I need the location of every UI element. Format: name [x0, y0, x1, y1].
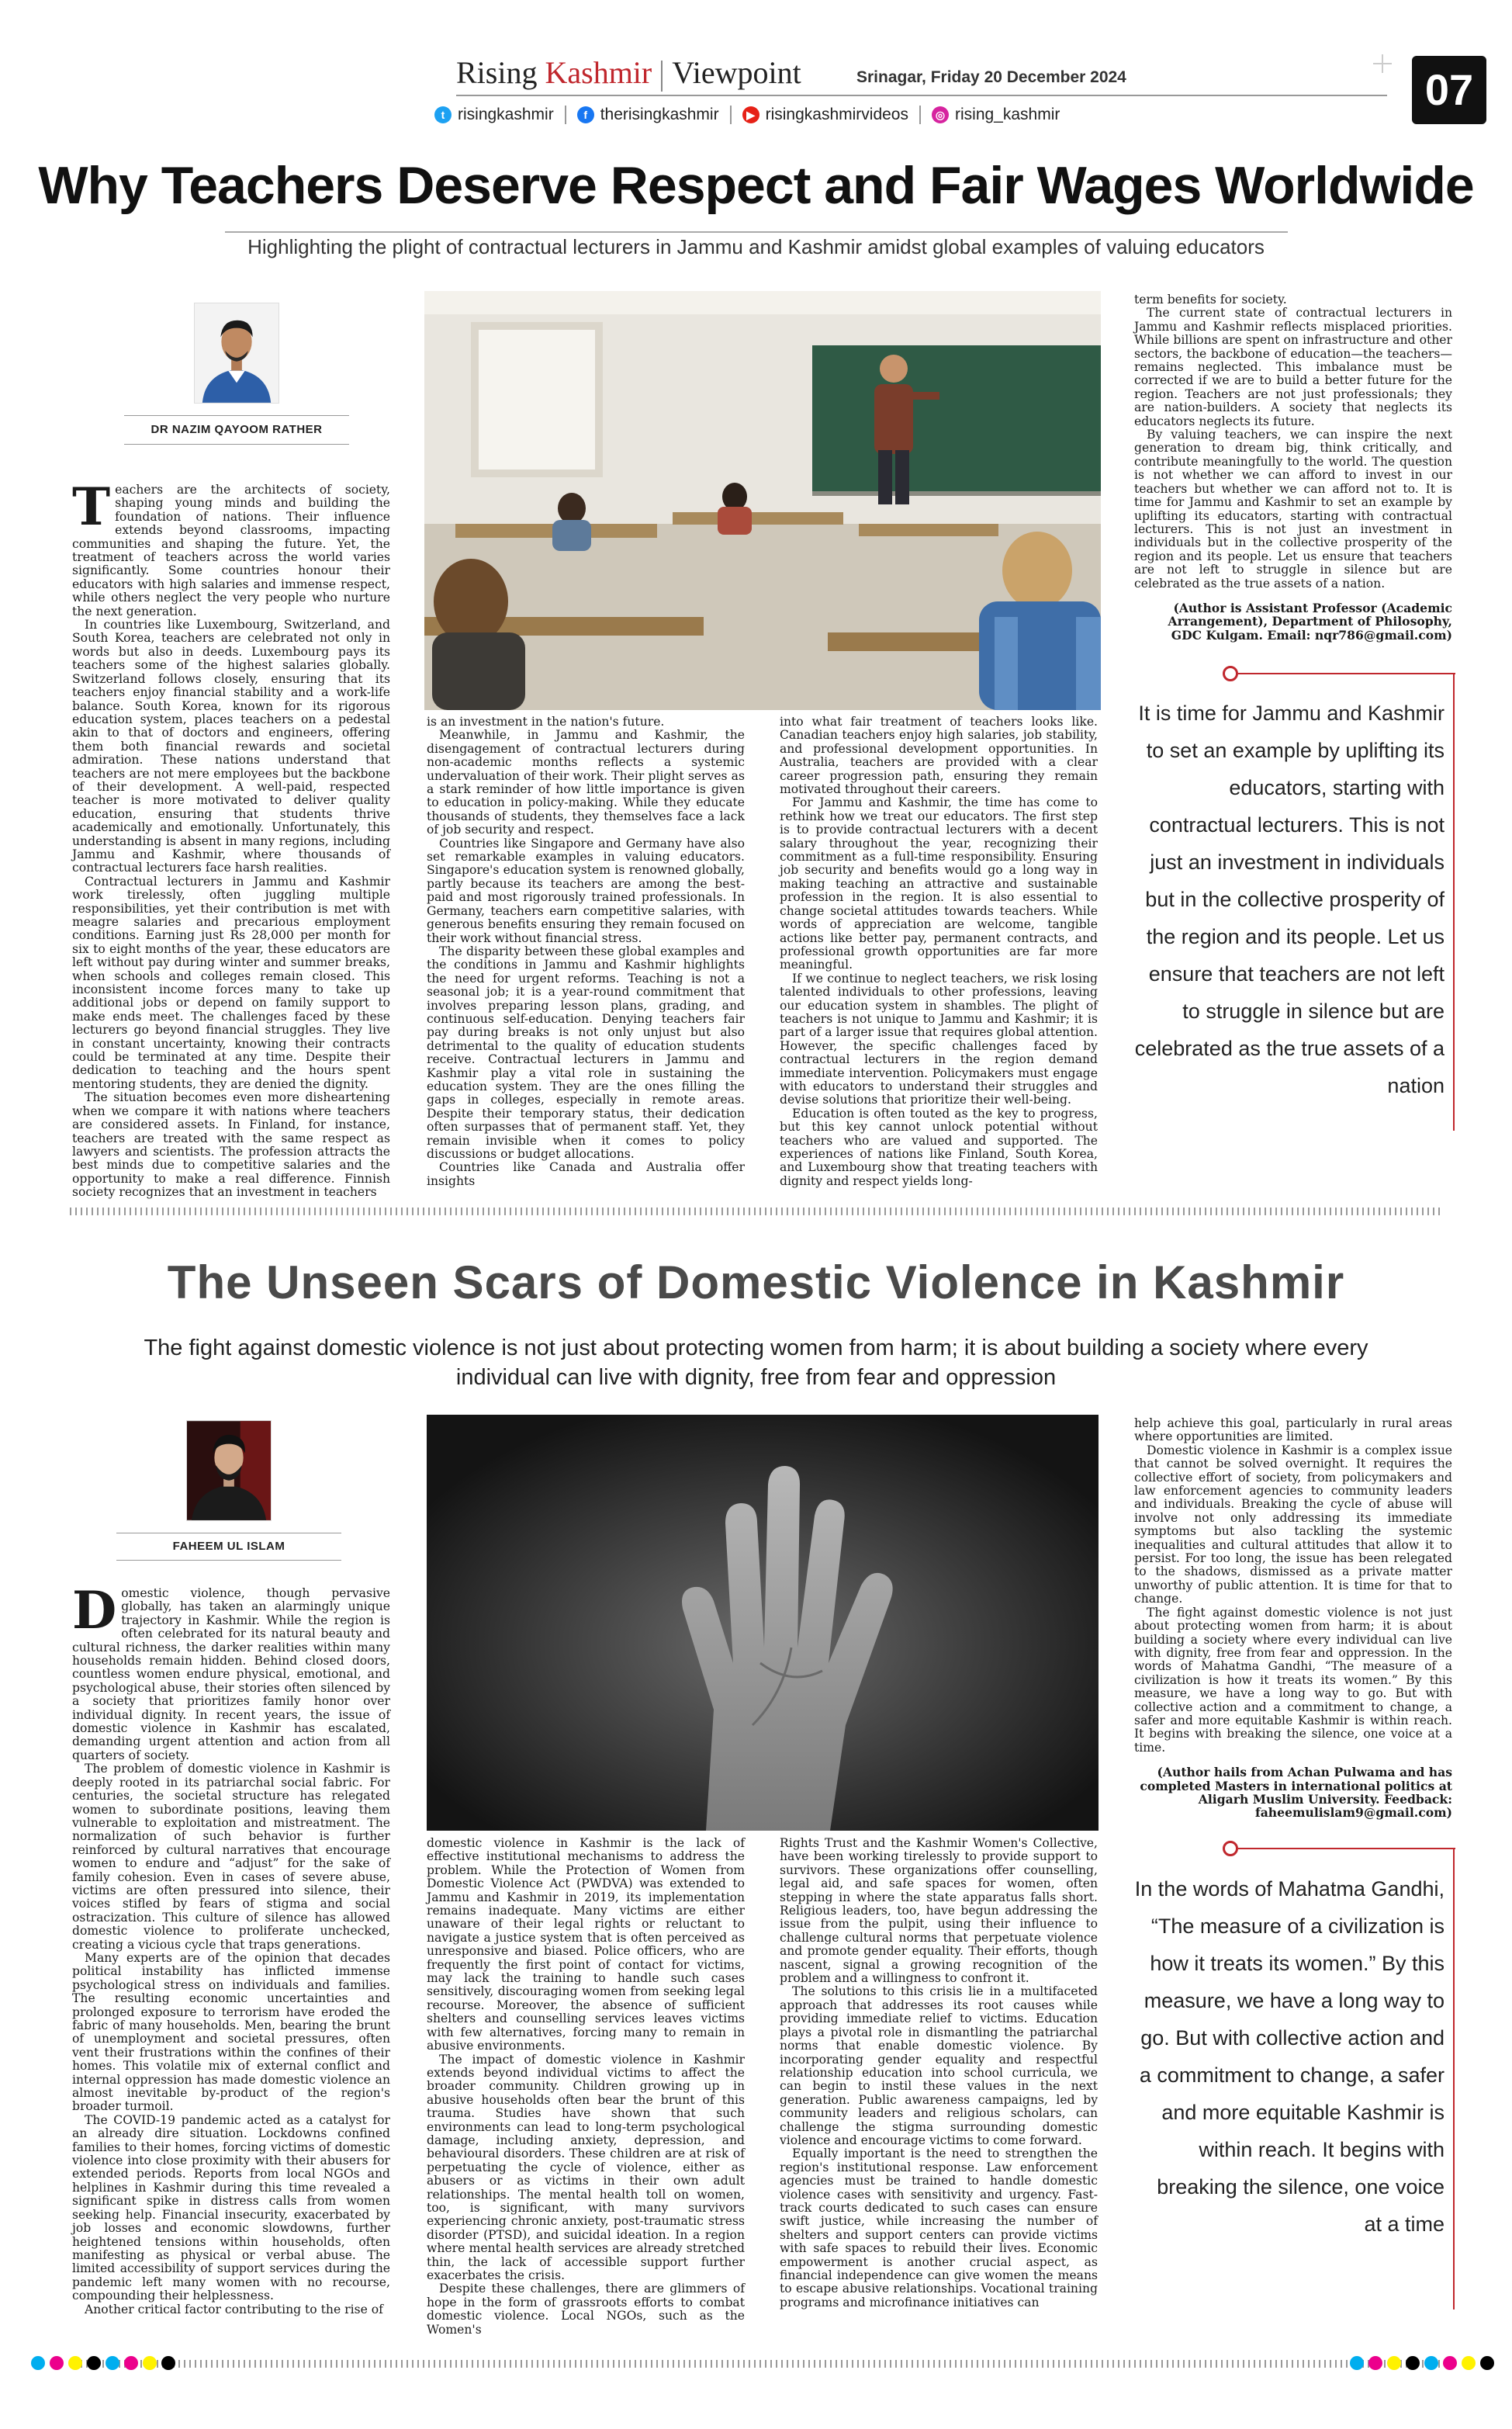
brand-divider	[661, 61, 663, 92]
registration-dot	[106, 2356, 119, 2370]
paragraph-text: Meanwhile, in Jammu and Kashmir, the disengagement of contractual lecturers during non-academic months reflects a systemic undervaluation of their work. Their plight serves as a stark reminder of how little importance is given to education in policy-making. While they educate thousands of students, they themselves face a lack of job security and respect.	[427, 728, 745, 837]
paragraph-text: Despite these challenges, there are glimmers of hope in the form of grassroots efforts to combat domestic violence. Local NGOs, such as the Women's	[427, 2282, 745, 2337]
social-link[interactable]	[577, 106, 719, 124]
paragraph	[427, 2282, 745, 2337]
paragraph-text: into what fair treatment of teachers looks like. Canadian teachers enjoy high salaries, job stability, and professional development opportunities. In Australia, teachers are provided with a clear career progression path, ensuring they remain motivated throughout their careers.	[780, 715, 1098, 797]
paragraph	[1134, 293, 1452, 307]
color-registration-left	[31, 2356, 175, 2370]
paragraph	[427, 2053, 745, 2283]
paragraph-text: Another critical factor contributing to the rise of	[85, 2302, 383, 2316]
brand-rising: Rising	[456, 55, 538, 90]
article1-col1	[72, 476, 390, 1200]
registration-dot	[31, 2356, 45, 2370]
paragraph	[780, 1837, 1098, 1985]
brand-kashmir: Kashmir	[545, 55, 652, 90]
paragraph	[780, 1107, 1098, 1188]
brand	[456, 54, 801, 92]
paragraph	[72, 1091, 390, 1199]
paragraph-text: The problem of domestic violence in Kashmir is deeply rooted in its patriarchal social fabric. For centuries, the societal structure has relegated women to subordinate positions, leaving them vulnerable to exploitation and mistreatment. The normalization of such behavior is further reinforced by cultural narratives that encourage women to endure and “adjust” for the sake of family cohesion. Even in cases of severe abuse, victims are often pressured into silence, their voices stifled by fears of stigma and social ostracization. This culture of silence has allowed domestic violence to proliferate unchecked, creating a vicious cycle that traps generations.	[72, 1762, 390, 1952]
headline-teachers: Why Teachers Deserve Respect and Fair Wages Worldwide	[38, 156, 1474, 215]
paragraph-text: The impact of domestic violence in Kashmir extends beyond individual victims to affect the broader community. Children growing up in abusive households often bear the brunt of this trauma. Studies have shown that such environments can lead to long-term psychological damage, including anxiety, depression, and behavioural disorders. These children are at risk of perpetuating the cycle of violence, either as abusers or as victims in their own adult relationships. The mental health toll on women, too, is significant, with many survivors experiencing chronic anxiety, post-traumatic stress disorder (PTSD), and suicidal ideation. In a region where mental health services are already stretched thin, the lack of accessible support further exacerbates the crisis.	[427, 2052, 745, 2282]
author-rule-top	[124, 415, 349, 416]
paragraph-text: Education is often touted as the key to progress, but this key cannot unlock potential without teachers who are valued and supported. The experiences of nations like Finland, South Korea, and Luxembourg show that treating teachers with dignity and respect yields long-	[780, 1106, 1098, 1188]
bottom-divider	[70, 2360, 1443, 2368]
paragraph	[72, 875, 390, 1092]
paragraph	[780, 796, 1098, 972]
youtube-icon: ▶	[742, 106, 759, 123]
masthead-rule	[456, 95, 1387, 96]
dropcap: D	[72, 1580, 117, 1641]
section-name: Viewpoint	[672, 55, 801, 90]
paragraph	[427, 1161, 745, 1188]
social-divider	[565, 106, 566, 124]
paragraph-text: Contractual lecturers in Jammu and Kashmir work tirelessly, often juggling multiple responsibilities, yet their contribution is met with meagre salaries and precarious employment conditions. Earning just Rs 28,000 per month for six to eight months of the year, these educators are left without pay during winter and summer breaks, when schools and colleges remain closed. This inconsistent income forces many to take up additional jobs or depend on family support to make ends meet. The challenges faced by these lecturers go beyond financial struggles. They live in constant uncertainty, knowing their contracts could be terminated at any time. Despite their dedication to teaching and the hours spent mentoring students, they are denied the dignity.	[72, 874, 390, 1091]
deck-domestic-violence: The fight against domestic violence is not just about protecting women from harm; it is about building a society where every individual can live with dignity, free from fear and oppression	[144, 1336, 1368, 1390]
paragraph	[1134, 428, 1452, 591]
social-link[interactable]	[434, 106, 554, 124]
instagram-icon: ◎	[932, 106, 949, 123]
paragraph-text: The COVID-19 pandemic acted as a catalyst for an already dire situation. Lockdowns confined families to their homes, forcing victims of domestic violence into close proximity with their abusers for extended periods. Reports from local NGOs and helplines in Kashmir during this time revealed a significant spike in distress calls from women seeking help. Financial insecurity, exacerbated by job losses and economic slowdowns, further heightened tensions within households, often manifesting as physical or verbal abuse. The limited accessibility of support services during the pandemic left many women with no recourse, compounding their helplessness.	[72, 2112, 390, 2303]
paragraph-text: help achieve this goal, particularly in rural areas where opportunities are limited.	[1134, 1416, 1452, 1444]
registration-dot	[68, 2356, 82, 2370]
paragraph	[72, 619, 390, 875]
paragraph	[427, 1837, 745, 2053]
social-handle: risingkashmirvideos	[765, 106, 908, 123]
paragraph	[427, 729, 745, 837]
paragraph	[72, 476, 390, 619]
headline-rule	[225, 231, 1288, 233]
paragraph-text: The disparity between these global examples and the conditions in Jammu and Kashmir highlights the need for urgent reforms. Teaching is not a seasonal job; it is a year-round commitment that involves preparing lesson plans, grading, and continuous self-education. Denying teachers fair pay during breaks is not only unjust but also detrimental to the quality of education students receive. Contractual lecturers in Jammu and Kashmir play a vital role in sustaining the education system. They are the ones filling the gaps in colleges, especially in remote areas. Despite their temporary status, their dedication often surpasses that of permanent staff. Yet, they remain invisible when it comes to policy discussions or budget allocations.	[427, 944, 745, 1161]
author-tagline: (Author hails from Achan Pulwama and has completed Masters in international politics at Aligarh Muslim University. Feedback: faheemulislam9@gmail.com)	[1140, 1765, 1452, 1821]
registration-dot	[1480, 2356, 1494, 2370]
paragraph	[780, 716, 1098, 796]
article2-col2	[427, 1837, 745, 2344]
paragraph	[1134, 1606, 1452, 1755]
registration-dot	[1424, 2356, 1438, 2370]
registration-dot	[1387, 2356, 1401, 2370]
pullquote-rule	[1238, 673, 1455, 674]
social-link[interactable]	[932, 106, 1060, 124]
author-name: DR NAZIM QAYOOM RATHER	[151, 423, 323, 436]
paragraph	[72, 2114, 390, 2303]
paragraph-text: domestic violence in Kashmir is the lack of effective institutional mechanisms to address the problem. While the Protection of Women from Domestic Violence Act (PWDVA) was extended to Jammu and Kashmir in 2019, its implementation remains inadequate. Many victims are either unaware of their legal rights or reluctant to navigate a justice system that is often perceived as unresponsive and biased. Police officers, who are frequently the first point of contact for victims, may lack the training to handle such cases sensitively, discouraging women from seeking legal recourse. Moreover, the absence of sufficient shelters and counselling services leaves victims with few alternatives, forcing many to remain in abusive environments.	[427, 1836, 745, 2053]
paragraph	[72, 1580, 390, 1762]
registration-dot	[87, 2356, 101, 2370]
social-divider	[730, 106, 732, 124]
classroom-photo	[424, 291, 1101, 710]
pullquote2-rule	[1238, 1848, 1455, 1849]
article2-col4	[1134, 1417, 1452, 1828]
paragraph-text: term benefits for society.	[1134, 293, 1287, 307]
paragraph-text: The situation becomes even more disheartening when we compare it with nations where teachers are considered assets. In Finland, for instance, teachers are treated with the same respect as lawyers and scientists. The profession attracts the best minds due to competitive salaries and the opportunity to make a real difference. Finnish society recognizes that an investment in teachers	[72, 1090, 390, 1200]
paragraph-text: By valuing teachers, we can inspire the next generation to dream big, think critically, and contribute meaningfully to the world. The question is not whether we can afford to invest in our teachers but whether we can afford not to. It is time for Jammu and Kashmir to set an example by uplifting its educators, starting with contractual lecturers. This is not just an investment in individuals but in the collective prosperity of the region and its people. Let us ensure that teachers are not left to struggle in silence but are celebrated as the true assets of a nation.	[1134, 428, 1452, 591]
paragraph-text: Many experts are of the opinion that decades political instability has inflicted immense psychological stress on individuals and families. The resulting economic uncertainties and prolonged exposure to terrorism have eroded the fabric of many households. Men, bearing the brunt of unemployment and societal pressures, often vent their frustrations within the confines of their homes. This volatile mix of external conflict and internal oppression has made domestic violence an almost inevitable by-product of the region's broader turmoil.	[72, 1950, 390, 2114]
registration-dot	[1443, 2356, 1457, 2370]
article1-col4	[1134, 293, 1452, 643]
article2-col1	[72, 1580, 390, 2344]
paragraph	[1134, 1444, 1452, 1606]
paragraph	[1134, 1417, 1452, 1444]
paragraph	[780, 1985, 1098, 2147]
author2-name: FAHEEM UL ISLAM	[172, 1540, 285, 1553]
social-bar	[434, 101, 1060, 129]
registration-dot	[1462, 2356, 1476, 2370]
page-number: 07	[1412, 56, 1486, 124]
pullquote2-rule-vertical	[1453, 1848, 1455, 2309]
paragraph-text: Domestic violence in Kashmir is a complex issue that cannot be solved overnight. It requires the collective effort of society, from policymakers and law enforcement agencies to community leaders and individuals. Breaking the cycle of abuse will involve not only addressing its immediate symptoms but also tackling the systemic inequalities and cultural attitudes that allow it to persist. For too long, the issue has been relegated to the shadows, dismissed as a private matter unworthy of public attention. It is time for that to change.	[1134, 1443, 1452, 1606]
author-rule-bottom	[124, 444, 349, 445]
registration-dot	[124, 2356, 138, 2370]
stop-hand-photo	[427, 1415, 1099, 1831]
paragraph-text: Rights Trust and the Kashmir Women's Collective, have been working tirelessly to provide support to survivors. These organizations offer counselling, legal aid, and safe spaces for women, often stepping in where the state apparatus falls short. Religious leaders, too, have begun addressing the issue from the pulpit, using their influence to challenge cultural norms that perpetuate violence and promote gender equality. Their efforts, though nascent, signal a growing recognition of the problem and a willingness to confront it.	[780, 1836, 1098, 1986]
pullquote-domestic-violence: In the words of Mahatma Gandhi, “The measure of a civilization is how it treats its women.” By this measure, we have a long way to go. But with collective action and a commitment to change, a safer and more equitable Kashmir is within reach. It begins with breaking the silence, one voice at a time	[1134, 1877, 1445, 2236]
twitter-icon: t	[434, 106, 452, 123]
paragraph	[780, 2147, 1098, 2309]
registration-dot	[1368, 2356, 1382, 2370]
paragraph-text: Countries like Singapore and Germany have also set remarkable examples in valuing educators. Singapore's education system is renowned globally, partly because its teachers are among the best-paid and most rigorously trained professionals. In Germany, teachers earn competitive salaries, with generous benefits ensuring they remain focused on their work without financial stress.	[427, 836, 745, 945]
deck-teachers: Highlighting the plight of contractual lecturers in Jammu and Kashmir amidst global examples of valuing educators	[247, 235, 1265, 258]
paragraph-text: Countries like Canada and Australia offer insights	[427, 1160, 745, 1188]
color-registration-right	[1350, 2356, 1494, 2370]
registration-dot	[1406, 2356, 1420, 2370]
dateline: Srinagar, Friday 20 December 2024	[856, 68, 1126, 86]
author-tagline: (Author is Assistant Professor (Academic Arrangement), Department of Philosophy, GDC Kulgam. Email: nqr786@gmail.com)	[1168, 600, 1452, 643]
paragraph	[427, 716, 745, 729]
paragraph-text: The current state of contractual lecturers in Jammu and Kashmir reflects misplaced priorities. While billions are spent on infrastructure and other sectors, the backbone of education—the teachers—remains neglected. This imbalance must be corrected if we are to build a better future for the region. Teachers are not just professionals; they are nation-builders. A society that neglects its educators neglects its future.	[1134, 306, 1452, 428]
author2-rule-bottom	[116, 1560, 341, 1561]
pullquote2-dot-icon	[1223, 1841, 1238, 1856]
section-divider	[70, 1208, 1443, 1215]
author-photo-rather	[194, 303, 279, 404]
social-handle: rising_kashmir	[955, 106, 1060, 123]
article1-col2	[427, 715, 745, 1188]
paragraph-text: For Jammu and Kashmir, the time has come to rethink how we treat our educators. The first step is to provide contractual lecturers with a decent salary throughout the year, recognizing their commitment as a full-time responsibility. Ensuring job security and benefits would go a long way in making teaching an attractive and sustainable profession in the region. It is also essential to change societal attitudes towards teachers. While words of appreciation are welcome, tangible actions like better pay, permanent contracts, and professional growth opportunities are far more meaningful.	[780, 795, 1098, 972]
registration-dot	[50, 2356, 64, 2370]
article2-col3	[780, 1837, 1098, 2344]
paragraph-text: If we continue to neglect teachers, we risk losing talented individuals to other professions, leaving our education system in shambles. The plight of teachers is not unique to Jammu and Kashmir; it is part of a larger issue that requires global attention. However, the specific challenges faced by contractual lecturers in the region demand immediate intervention. Policymakers must engage with educators to understand their struggles and devise solutions that prioritize their well-being.	[780, 971, 1098, 1107]
social-divider	[919, 106, 921, 124]
paragraph	[72, 1952, 390, 2114]
headline-domestic-violence: The Unseen Scars of Domestic Violence in Kashmir	[167, 1256, 1345, 1308]
paragraph-text: eachers are the architects of society, shaping young minds and building the foundation of nations. Their influence extends beyond classrooms, impacting communities and shaping the future. Yet, the treatment of teachers across the world varies significantly. Some countries honour their educators with high salaries and immense respect, while others neglect the very people who nurture the next generation.	[72, 483, 390, 619]
paragraph	[780, 972, 1098, 1107]
paragraph	[72, 1762, 390, 1952]
registration-mark-icon	[1373, 54, 1392, 73]
pullquote-teachers: It is time for Jammu and Kashmir to set an example by uplifting its educators, starting with contractual lecturers. This is not just an investment in individuals but in the collective prosperity of the region and its people. Let us ensure that teachers are not left to struggle in silence but are celebrated as the true assets of a nation	[1134, 702, 1445, 1097]
paragraph-text: The solutions to this crisis lie in a multifaceted approach that addresses its root causes while providing immediate relief to victims. Education plays a pivotal role in dismantling the patriarchal norms that enable domestic violence. By incorporating gender equality and respectful relationship education into school curricula, we can begin to instil these values in the next generation. Public awareness campaigns, led by community leaders and religious scholars, can challenge the stigma surrounding domestic violence and encourage victims to come forward.	[780, 1984, 1098, 2147]
paragraph	[427, 837, 745, 945]
social-link[interactable]	[742, 106, 908, 124]
paragraph-text: Equally important is the need to strengthen the region's institutional response. Law enforcement agencies must be trained to handle domestic violence cases with sensitivity and urgency. Fast-track courts dedicated to such cases can ensure swift justice, while increasing the number of shelters and support centers can provide victims with safe spaces to rebuild their lives. Economic empowerment is another crucial aspect, as financial independence can give women the means to escape abusive relationships. Vocational training programs and microfinance initiatives can	[780, 2147, 1098, 2309]
pullquote-rule-vertical	[1453, 673, 1455, 1131]
social-handle: therisingkashmir	[600, 106, 719, 123]
registration-dot	[161, 2356, 175, 2370]
paragraph-text: is an investment in the nation's future.	[427, 715, 665, 729]
dropcap: T	[72, 476, 111, 537]
paragraph-text: omestic violence, though pervasive globally, has taken an alarmingly unique trajectory in Kashmir. While the region is often celebrated for its natural beauty and cultural richness, the darker realities within many households remain hidden. Behind closed doors, countless women endure physical, emotional, and psychological abuse, their stories often silenced by a society that prioritizes family honor over individual dignity. In recent years, the issue of domestic violence in Kashmir has escalated, demanding urgent attention and action from all quarters of society.	[72, 1586, 390, 1762]
paragraph-text: In countries like Luxembourg, Switzerland, and South Korea, teachers are celebrated not only in words but also in deeds. Luxembourg pays its teachers some of the highest salaries globally. Switzerland follows closely, ensuring that its teachers enjoy financial stability and a work-life balance. South Korea, known for its rigorous education system, places teachers on a pedestal akin to that of doctors and engineers, offering them both financial rewards and societal admiration. These nations understand that teachers are not mere employees but the backbone of their development. A well-paid, respected teacher is more motivated to deliver quality education, ensuring that students thrive academically and emotionally. Unfortunately, this understanding is absent in many regions, including Jammu and Kashmir, where thousands of contractual lecturers face harsh realities.	[72, 618, 390, 875]
paragraph	[427, 945, 745, 1162]
paragraph-text: The fight against domestic violence is not just about protecting women from harm; it is about building a society where every individual can live with dignity, free from fear and oppression. In the words of Mahatma Gandhi, “The measure of a civilization is how it treats its women.” By this measure, we have a long way to go. But with collective action and a commitment to change, a safer and more equitable Kashmir is within reach. It begins with breaking the silence, one voice at a time.	[1134, 1605, 1452, 1755]
registration-dot	[143, 2356, 157, 2370]
registration-dot	[1350, 2356, 1364, 2370]
author-photo-islam	[186, 1420, 272, 1521]
social-handle: risingkashmir	[458, 106, 554, 123]
pullquote-dot-icon	[1223, 666, 1238, 681]
paragraph	[1134, 307, 1452, 428]
paragraph	[72, 2303, 390, 2316]
facebook-icon: f	[577, 106, 594, 123]
article1-col3	[780, 715, 1098, 1188]
